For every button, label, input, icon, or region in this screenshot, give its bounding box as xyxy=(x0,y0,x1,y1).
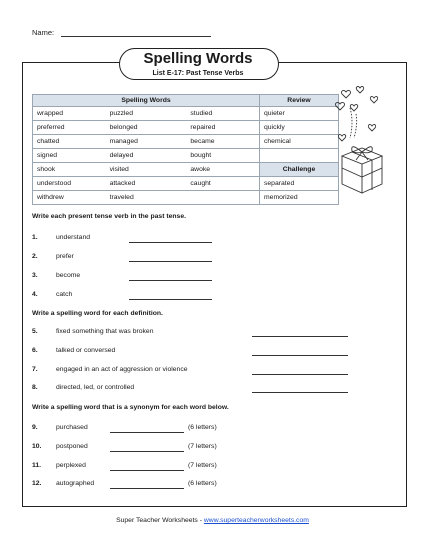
word-cell: chatted xyxy=(33,135,106,149)
word-cell: shook xyxy=(33,163,106,177)
word-cell: visited xyxy=(106,163,187,177)
page-title: Spelling Words xyxy=(143,50,253,67)
question-text: become xyxy=(56,272,81,279)
word-cell: wrapped xyxy=(33,107,106,121)
heart-icon xyxy=(341,91,350,98)
question-number: 5. xyxy=(32,328,38,335)
word-cell: preferred xyxy=(33,121,106,135)
review-word: quieter xyxy=(260,107,339,121)
review-blank xyxy=(260,149,339,163)
question-number: 10. xyxy=(32,443,42,450)
question-number: 7. xyxy=(32,366,38,373)
question-text: autographed xyxy=(56,480,95,487)
name-line[interactable] xyxy=(61,36,211,37)
answer-line[interactable] xyxy=(129,242,212,243)
question-number: 6. xyxy=(32,347,38,354)
letter-hint: (6 letters) xyxy=(188,424,217,431)
question-number: 2. xyxy=(32,253,38,260)
word-cell: became xyxy=(186,135,259,149)
answer-line[interactable] xyxy=(129,280,212,281)
question-text: postponed xyxy=(56,443,88,450)
answer-line[interactable] xyxy=(110,432,184,433)
name-label: Name: xyxy=(32,28,55,37)
word-cell: signed xyxy=(33,149,106,163)
answer-line[interactable] xyxy=(129,299,212,300)
word-cell: belonged xyxy=(106,121,187,135)
question-number: 3. xyxy=(32,272,38,279)
footer-link[interactable]: www.superteacherworksheets.com xyxy=(203,517,309,524)
letter-hint: (7 letters) xyxy=(188,462,217,469)
word-cell: managed xyxy=(106,135,187,149)
answer-line[interactable] xyxy=(129,261,212,262)
question-number: 4. xyxy=(32,291,38,298)
heart-icon xyxy=(350,105,357,111)
review-header: Review xyxy=(260,95,339,107)
challenge-word: memorized xyxy=(260,191,339,205)
question-text: purchased xyxy=(56,424,88,431)
heart-icon xyxy=(338,135,345,141)
section-heading: Write a spelling word for each definition. xyxy=(32,310,163,317)
heart-icon xyxy=(335,103,344,110)
question-text: catch xyxy=(56,291,73,298)
question-text: fixed something that was broken xyxy=(56,328,154,335)
question-number: 9. xyxy=(32,424,38,431)
question-text: understand xyxy=(56,234,91,241)
answer-line[interactable] xyxy=(110,451,184,452)
review-word: chemical xyxy=(260,135,339,149)
answer-line[interactable] xyxy=(252,392,348,393)
word-cell: delayed xyxy=(106,149,187,163)
letter-hint: (6 letters) xyxy=(188,480,217,487)
word-cell: attacked xyxy=(106,177,187,191)
word-cell: bought xyxy=(186,149,259,163)
question-text: perplexed xyxy=(56,462,86,469)
heart-icon xyxy=(370,97,377,103)
word-cell: understood xyxy=(33,177,106,191)
challenge-word: separated xyxy=(260,177,339,191)
spelling-words-header: Spelling Words xyxy=(33,95,260,107)
word-cell: awoke xyxy=(186,163,259,177)
footer xyxy=(0,517,425,524)
question-text: engaged in an act of aggression or violence xyxy=(56,366,188,373)
question-number: 12. xyxy=(32,480,42,487)
section-heading: Write a spelling word that is a synonym for each word below. xyxy=(32,404,229,411)
heart-icon xyxy=(368,125,375,131)
question-text: directed, led, or controlled xyxy=(56,384,135,391)
word-cell xyxy=(186,191,259,205)
question-number: 8. xyxy=(32,384,38,391)
section-heading: Write each present tense verb in the past tense. xyxy=(32,213,186,220)
word-cell: studied xyxy=(186,107,259,121)
footer-brand: Super Teacher Worksheets xyxy=(116,517,198,524)
question-text: talked or conversed xyxy=(56,347,116,354)
answer-line[interactable] xyxy=(110,488,184,489)
answer-line[interactable] xyxy=(252,336,348,337)
word-cell: repaired xyxy=(186,121,259,135)
question-number: 1. xyxy=(32,234,38,241)
question-number: 11. xyxy=(32,462,42,469)
spelling-word-table xyxy=(32,94,339,205)
gift-box-icon xyxy=(342,147,382,193)
review-word: quickly xyxy=(260,121,339,135)
footer-separator: - xyxy=(197,517,204,524)
word-cell: puzzled xyxy=(106,107,187,121)
word-cell: withdrew xyxy=(33,191,106,205)
answer-line[interactable] xyxy=(252,355,348,356)
page-subtitle: List E-17: Past Tense Verbs xyxy=(152,70,244,77)
answer-line[interactable] xyxy=(110,470,184,471)
letter-hint: (7 letters) xyxy=(188,443,217,450)
answer-line[interactable] xyxy=(252,374,348,375)
word-cell: caught xyxy=(186,177,259,191)
word-cell: traveled xyxy=(106,191,187,205)
gift-hearts-illustration xyxy=(328,86,396,208)
challenge-header: Challenge xyxy=(260,163,339,177)
heart-icon xyxy=(356,87,363,93)
question-text: prefer xyxy=(56,253,74,260)
